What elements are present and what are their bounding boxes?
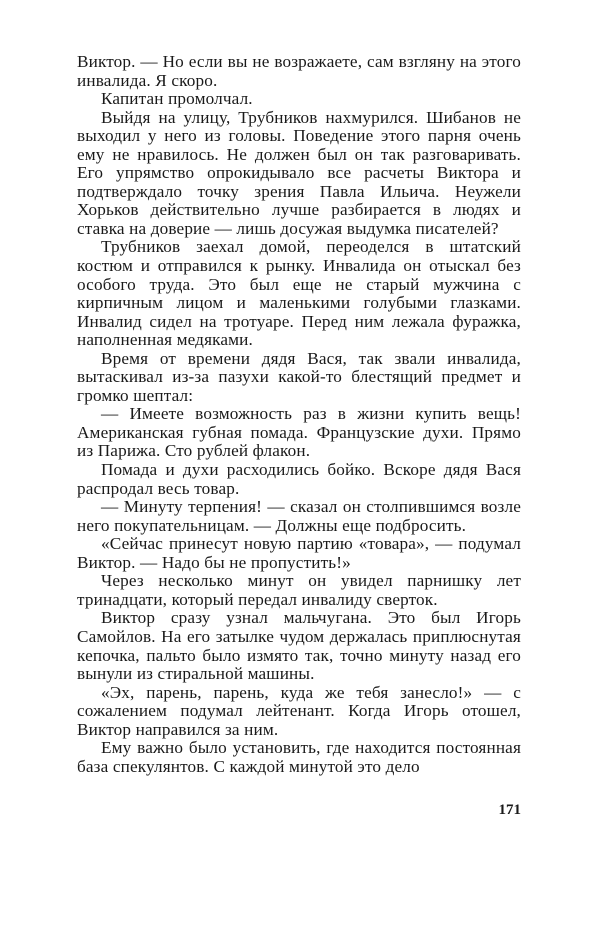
paragraph-9: «Сейчас принесут новую партию «товара», — подумал Виктор. — Надо бы не пропустить!» [77, 534, 521, 572]
paragraph-8: — Минуту терпения! — сказал он столпившимся возле него покупательницам. — Должны еще подбросить. [77, 497, 521, 535]
paragraph-5: Время от времени дядя Вася, так звали инвалида, вытаскивал из-за пазухи какой-то блестящий предмет и громко шептал: [77, 348, 521, 405]
paragraph-2: Капитан промолчал. [101, 89, 253, 109]
paragraph-4: Трубников заехал домой, переоделся в штатский костюм и отправился к рынку. Инвалида он отыскал без особого труда. Это был еще не старый мужчина с кирпичным лицом и маленькими голубыми глазками. Инвалид сидел на тротуаре. Перед ним лежала фуражка, наполненная медяками. [77, 237, 521, 350]
book-page-text [77, 53, 521, 776]
paragraph-1: Виктор. — Но если вы не возражаете, сам взгляну на этого инвалида. Я скоро. [77, 52, 521, 90]
paragraph-11: Виктор сразу узнал мальчугана. Это был Игорь Самойлов. На его затылке чудом держалась приплюснутая кепочка, пальто было измято так, точно минуту назад его вынули из стиральной машины. [77, 608, 521, 684]
paragraph-6: — Имеете возможность раз в жизни купить вещь! Американская губная помада. Французские духи. Прямо из Парижа. Сто рублей флакон. [77, 404, 521, 461]
paragraph-3: Выйдя на улицу, Трубников нахмурился. Шибанов не выходил у него из головы. Поведение этого парня очень ему не нравилось. Не должен был он так разговаривать. Его упрямство опрокидывало все расчеты Виктора и подтверждало точку зрения Павла Ильича. Неужели Хорьков действительно лучше разбирается в людях и ставка на доверие — лишь досужая выдумка писателей? [77, 107, 521, 238]
paragraph-10: Через несколько минут он увидел парнишку лет тринадцати, который передал инвалиду сверток. [77, 571, 521, 609]
page-number: 171 [498, 802, 521, 818]
paragraph-13: Ему важно было установить, где находится постоянная база спекулянтов. С каждой минутой это дело [77, 738, 521, 776]
paragraph-7: Помада и духи расходились бойко. Вскоре дядя Вася распродал весь товар. [77, 460, 521, 498]
paragraph-12: «Эх, парень, парень, куда же тебя занесло!» — с сожалением подумал лейтенант. Когда Игорь отошел, Виктор направился за ним. [77, 682, 521, 739]
